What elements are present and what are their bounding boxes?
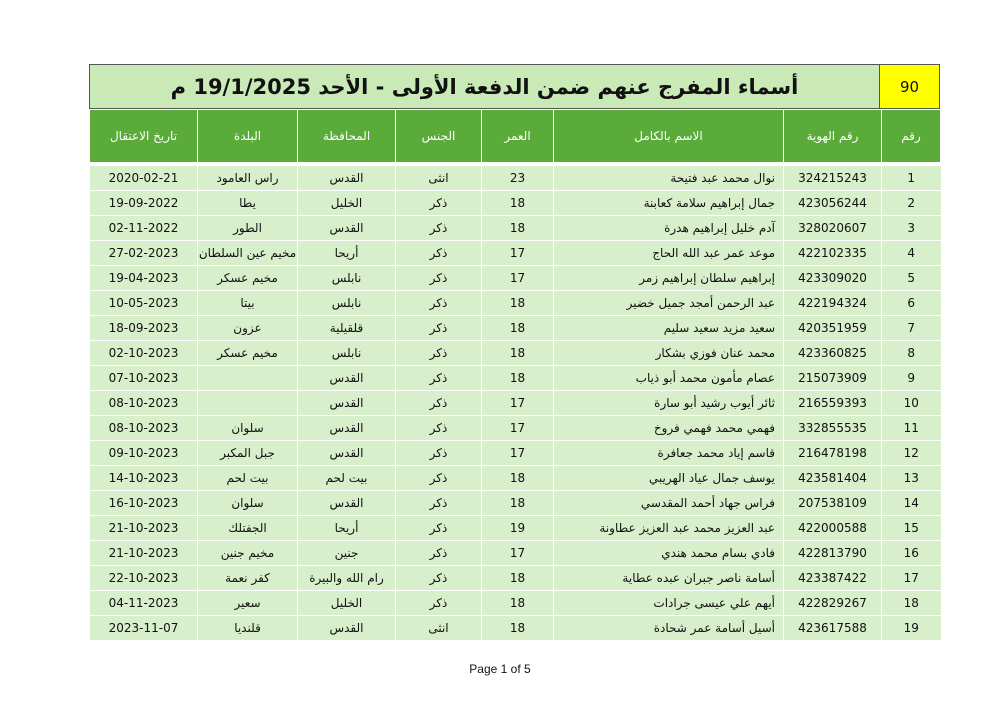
cell-gender: ذكر <box>396 191 482 216</box>
cell-age: 17 <box>482 391 554 416</box>
cell-arrest-date: 02-10-2023 <box>90 341 198 366</box>
table-row <box>90 591 941 616</box>
cell-gender: ذكر <box>396 441 482 466</box>
cell-num: 14 <box>882 491 941 516</box>
col-header-gender: الجنس <box>396 110 482 163</box>
cell-town: بيتا <box>198 291 298 316</box>
cell-num: 19 <box>882 616 941 641</box>
table-row <box>90 341 941 366</box>
cell-name: عصام مأمون محمد أبو ذياب <box>554 366 784 391</box>
cell-num: 12 <box>882 441 941 466</box>
cell-num: 3 <box>882 216 941 241</box>
cell-gender: ذكر <box>396 241 482 266</box>
cell-town: الجفتلك <box>198 516 298 541</box>
table-row <box>90 216 941 241</box>
cell-town <box>198 391 298 416</box>
cell-num: 17 <box>882 566 941 591</box>
cell-arrest-date: 02-11-2022 <box>90 216 198 241</box>
cell-num: 5 <box>882 266 941 291</box>
cell-age: 18 <box>482 466 554 491</box>
cell-gender: ذكر <box>396 366 482 391</box>
cell-governorate: القدس <box>298 491 396 516</box>
cell-num: 13 <box>882 466 941 491</box>
cell-name: سعيد مزيد سعيد سليم <box>554 316 784 341</box>
cell-id: 422102335 <box>784 241 882 266</box>
cell-age: 17 <box>482 266 554 291</box>
cell-town: كفر نعمة <box>198 566 298 591</box>
cell-arrest-date: 22-10-2023 <box>90 566 198 591</box>
cell-arrest-date: 04-11-2023 <box>90 591 198 616</box>
table-row <box>90 166 941 191</box>
cell-gender: ذكر <box>396 466 482 491</box>
cell-age: 18 <box>482 491 554 516</box>
cell-town: راس العامود <box>198 166 298 191</box>
cell-town: يطا <box>198 191 298 216</box>
cell-name: ثائر أيوب رشيد أبو سارة <box>554 391 784 416</box>
cell-id: 216559393 <box>784 391 882 416</box>
cell-name: فادي بسام محمد هندي <box>554 541 784 566</box>
col-header-governorate: المحافظة <box>298 110 396 163</box>
cell-age: 18 <box>482 216 554 241</box>
cell-id: 423581404 <box>784 466 882 491</box>
cell-num: 8 <box>882 341 941 366</box>
cell-id: 422813790 <box>784 541 882 566</box>
cell-town: مخيم عسكر <box>198 266 298 291</box>
cell-arrest-date: 19-09-2022 <box>90 191 198 216</box>
cell-governorate: القدس <box>298 416 396 441</box>
cell-town: قلنديا <box>198 616 298 641</box>
cell-town: بيت لحم <box>198 466 298 491</box>
col-header-arrest-date: تاريخ الاعتقال <box>90 110 198 163</box>
cell-governorate: جنين <box>298 541 396 566</box>
cell-gender: ذكر <box>396 541 482 566</box>
cell-name: جمال إبراهيم سلامة كعابنة <box>554 191 784 216</box>
cell-gender: انثى <box>396 166 482 191</box>
cell-gender: ذكر <box>396 416 482 441</box>
table-row <box>90 491 941 516</box>
cell-gender: ذكر <box>396 566 482 591</box>
cell-arrest-date: 21-10-2023 <box>90 541 198 566</box>
cell-id: 332855535 <box>784 416 882 441</box>
table-row <box>90 266 941 291</box>
cell-name: موعد عمر عبد الله الحاج <box>554 241 784 266</box>
cell-governorate: أريحا <box>298 516 396 541</box>
cell-town: سلوان <box>198 491 298 516</box>
cell-gender: ذكر <box>396 216 482 241</box>
cell-town: جبل المكبر <box>198 441 298 466</box>
cell-age: 19 <box>482 516 554 541</box>
cell-town: سلوان <box>198 416 298 441</box>
cell-name: محمد عنان فوزي بشكار <box>554 341 784 366</box>
cell-age: 23 <box>482 166 554 191</box>
cell-governorate: القدس <box>298 216 396 241</box>
cell-governorate: رام الله والبيرة <box>298 566 396 591</box>
cell-name: إبراهيم سلطان إبراهيم زمر <box>554 266 784 291</box>
table-row <box>90 441 941 466</box>
cell-arrest-date: 18-09-2023 <box>90 316 198 341</box>
cell-name: أيهم علي عيسى جرادات <box>554 591 784 616</box>
cell-town: سعير <box>198 591 298 616</box>
cell-governorate: نابلس <box>298 291 396 316</box>
cell-town: مخيم عين السلطان <box>198 241 298 266</box>
cell-arrest-date: 19-04-2023 <box>90 266 198 291</box>
cell-town: مخيم عسكر <box>198 341 298 366</box>
cell-name: آدم خليل إبراهيم هدرة <box>554 216 784 241</box>
cell-age: 18 <box>482 616 554 641</box>
cell-id: 216478198 <box>784 441 882 466</box>
table-row <box>90 541 941 566</box>
cell-age: 18 <box>482 341 554 366</box>
cell-governorate: القدس <box>298 441 396 466</box>
cell-name: أسيل أسامة عمر شحادة <box>554 616 784 641</box>
cell-id: 423309020 <box>784 266 882 291</box>
cell-id: 423360825 <box>784 341 882 366</box>
cell-name: قاسم إياد محمد جعافرة <box>554 441 784 466</box>
cell-name: فراس جهاد أحمد المقدسي <box>554 491 784 516</box>
cell-gender: ذكر <box>396 316 482 341</box>
title-row <box>89 64 940 109</box>
cell-num: 6 <box>882 291 941 316</box>
cell-num: 18 <box>882 591 941 616</box>
table-row <box>90 616 941 641</box>
cell-governorate: القدس <box>298 391 396 416</box>
cell-arrest-date: 2023-11-07 <box>90 616 198 641</box>
cell-num: 16 <box>882 541 941 566</box>
cell-arrest-date: 10-05-2023 <box>90 291 198 316</box>
table-row <box>90 291 941 316</box>
col-header-age: العمر <box>482 110 554 163</box>
cell-arrest-date: 08-10-2023 <box>90 391 198 416</box>
table-row <box>90 466 941 491</box>
table-row <box>90 316 941 341</box>
cell-age: 18 <box>482 566 554 591</box>
cell-num: 4 <box>882 241 941 266</box>
document-title: أسماء المفرج عنهم ضمن الدفعة الأولى - الأحد 19/1/2025 م <box>90 65 879 108</box>
cell-num: 10 <box>882 391 941 416</box>
cell-num: 9 <box>882 366 941 391</box>
table-header-row <box>90 110 941 163</box>
cell-arrest-date: 27-02-2023 <box>90 241 198 266</box>
cell-arrest-date: 09-10-2023 <box>90 441 198 466</box>
cell-governorate: قلقيلية <box>298 316 396 341</box>
cell-age: 17 <box>482 541 554 566</box>
cell-age: 18 <box>482 291 554 316</box>
cell-id: 324215243 <box>784 166 882 191</box>
table-row <box>90 566 941 591</box>
cell-gender: ذكر <box>396 341 482 366</box>
cell-id: 328020607 <box>784 216 882 241</box>
table-row <box>90 391 941 416</box>
cell-num: 15 <box>882 516 941 541</box>
table-row <box>90 416 941 441</box>
cell-governorate: الخليل <box>298 591 396 616</box>
cell-id: 207538109 <box>784 491 882 516</box>
cell-name: نوال محمد عبد فتيحة <box>554 166 784 191</box>
cell-id: 215073909 <box>784 366 882 391</box>
cell-id: 420351959 <box>784 316 882 341</box>
col-header-num: رقم <box>882 110 941 163</box>
table-row <box>90 241 941 266</box>
cell-gender: ذكر <box>396 591 482 616</box>
cell-id: 422829267 <box>784 591 882 616</box>
cell-governorate: القدس <box>298 166 396 191</box>
cell-name: أسامة ناصر جبران عبده عطاية <box>554 566 784 591</box>
col-header-town: البلدة <box>198 110 298 163</box>
cell-gender: انثى <box>396 616 482 641</box>
cell-gender: ذكر <box>396 391 482 416</box>
page-footer: Page 1 of 5 <box>469 662 531 676</box>
cell-age: 17 <box>482 241 554 266</box>
cell-age: 18 <box>482 191 554 216</box>
cell-governorate: نابلس <box>298 266 396 291</box>
cell-gender: ذكر <box>396 516 482 541</box>
cell-num: 11 <box>882 416 941 441</box>
cell-num: 7 <box>882 316 941 341</box>
cell-arrest-date: 2020-02-21 <box>90 166 198 191</box>
cell-governorate: القدس <box>298 616 396 641</box>
table-row <box>90 516 941 541</box>
cell-id: 422194324 <box>784 291 882 316</box>
cell-name: عبد العزيز محمد عبد العزيز عطاونة <box>554 516 784 541</box>
cell-governorate: القدس <box>298 366 396 391</box>
cell-arrest-date: 14-10-2023 <box>90 466 198 491</box>
cell-gender: ذكر <box>396 491 482 516</box>
cell-name: فهمي محمد فهمي فروخ <box>554 416 784 441</box>
cell-arrest-date: 21-10-2023 <box>90 516 198 541</box>
table-body <box>90 163 941 641</box>
table-row <box>90 366 941 391</box>
cell-governorate: الخليل <box>298 191 396 216</box>
col-header-id: رقم الهوية <box>784 110 882 163</box>
cell-name: عبد الرحمن أمجد جميل خضير <box>554 291 784 316</box>
cell-arrest-date: 07-10-2023 <box>90 366 198 391</box>
cell-gender: ذكر <box>396 291 482 316</box>
cell-id: 423387422 <box>784 566 882 591</box>
cell-age: 18 <box>482 316 554 341</box>
cell-num: 1 <box>882 166 941 191</box>
cell-id: 422000588 <box>784 516 882 541</box>
cell-num: 2 <box>882 191 941 216</box>
cell-town: الطور <box>198 216 298 241</box>
cell-governorate: نابلس <box>298 341 396 366</box>
cell-town: عزون <box>198 316 298 341</box>
cell-town <box>198 366 298 391</box>
table-row <box>90 191 941 216</box>
cell-id: 423056244 <box>784 191 882 216</box>
cell-age: 18 <box>482 591 554 616</box>
cell-arrest-date: 16-10-2023 <box>90 491 198 516</box>
cell-name: يوسف جمال عياد الهريبي <box>554 466 784 491</box>
cell-governorate: بيت لحم <box>298 466 396 491</box>
cell-id: 423617588 <box>784 616 882 641</box>
cell-town: مخيم جنين <box>198 541 298 566</box>
cell-age: 17 <box>482 441 554 466</box>
cell-governorate: أريحا <box>298 241 396 266</box>
cell-gender: ذكر <box>396 266 482 291</box>
batch-count-cell: 90 <box>879 65 939 108</box>
cell-arrest-date: 08-10-2023 <box>90 416 198 441</box>
cell-age: 17 <box>482 416 554 441</box>
col-header-name: الاسم بالكامل <box>554 110 784 163</box>
document-sheet <box>89 64 940 641</box>
cell-age: 18 <box>482 366 554 391</box>
detainees-table <box>89 109 941 641</box>
